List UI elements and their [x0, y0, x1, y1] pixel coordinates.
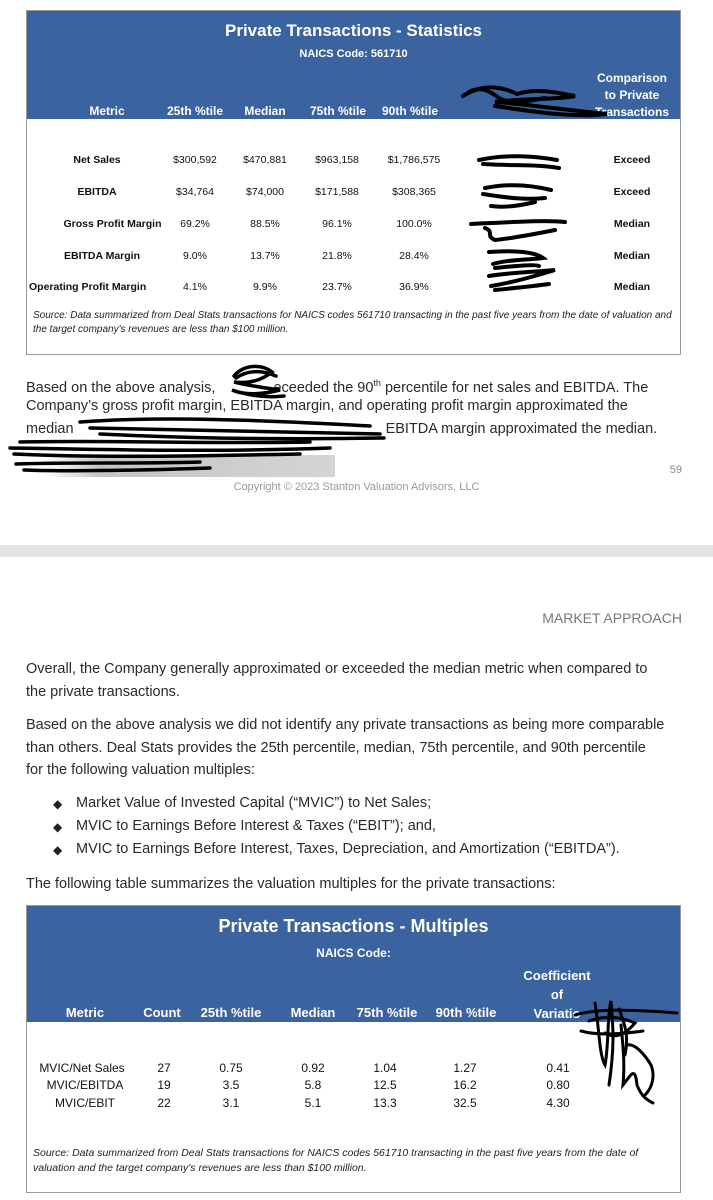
stats-table-title: Private Transactions - Statistics [225, 21, 482, 40]
bullet-item: Market Value of Invested Capital (“MVIC”) to Net Sales; [76, 795, 432, 811]
copyright: Copyright © 2023 Stanton Valuation Advisors, LLC [233, 481, 480, 493]
stats-row: Operating Profit Margin 4.1% 9.9% 23.7% 36.9% Median [29, 281, 651, 293]
multiples-row: MVIC/EBITDA 19 3.5 5.8 12.5 16.2 0.80 [46, 1078, 570, 1092]
stats-row: EBITDA $34,764 $74,000 $171,588 $308,365 Exceed [77, 186, 651, 198]
stats-table-header [27, 11, 680, 119]
stats-col-p75: 75th %tile [309, 104, 366, 118]
multiples-col-median: Median [290, 1005, 336, 1020]
multiples-table-source: Source: Data summarized from Deal Stats transactions for NAICS codes 561710 transacting in the past five years from the date of valuation and the target company's revenues are less than $100 million. [33, 1147, 639, 1174]
stats-col-p25: 25th %tile [166, 104, 223, 118]
bullet-item: MVIC to Earnings Before Interest, Taxes, Depreciation, and Amortization (“EBITDA”). [76, 841, 620, 857]
stats-table-source: Source: Data summarized from Deal Stats transactions for NAICS codes 561710 transacting in the past five years from the date of valuation and the target company's revenues are less than $100 million. [33, 310, 672, 335]
multiples-col-cov: Coefficient of Variatio [523, 968, 591, 1021]
body-paragraph-1: Overall, the Company generally approximated or exceeded the median metric when compared to the private transactions. [26, 661, 648, 700]
bullet-icon: ◆ [53, 820, 63, 834]
multiples-col-p90: 90th %tile [435, 1005, 497, 1020]
multiples-table-header [27, 906, 680, 1022]
multiples-col-metric: Metric [65, 1005, 105, 1020]
stats-col-median: Median [244, 104, 286, 118]
bullet-icon: ◆ [53, 843, 63, 857]
multiples-col-p75: 75th %tile [356, 1005, 418, 1020]
analysis-line-1: Based on the above analysis, eceeded the 90th percentile for net sales and EBITDA. The [26, 378, 649, 396]
analysis-line-2: Company’s gross profit margin, EBITDA margin, and operating profit margin approximated the [26, 398, 628, 414]
multiples-row: MVIC/Net Sales 27 0.75 0.92 1.04 1.27 0.41 [39, 1061, 570, 1075]
stats-col-metric: Metric [89, 104, 125, 118]
stats-col-comparison: Comparison to Private Transactions [594, 71, 670, 119]
multiples-table-title: Private Transactions - Multiples [218, 916, 489, 936]
page-break [0, 545, 713, 557]
bullet-icon: ◆ [53, 797, 63, 811]
body-paragraph-2: Based on the above analysis we did not identify any private transactions as being more comparable than others. Deal Stats provides the 25th percentile, median, 75th percentile, and 90th percentile for the following valuation multiples: [26, 717, 665, 778]
stats-row: EBITDA Margin 9.0% 13.7% 21.8% 28.4% Median [63, 250, 651, 262]
stats-row: Gross Profit Margin 69.2% 88.5% 96.1% 100.0% Median [63, 218, 651, 230]
stats-table-naics: NAICS Code: 561710 [299, 48, 408, 60]
analysis-line-3: median EBITDA margin approximated the median. [26, 421, 658, 437]
multiples-table-naics: NAICS Code: [316, 946, 391, 960]
stats-col-p90: 90th %tile [381, 104, 438, 118]
stats-row: Net Sales $300,592 $470,881 $963,158 $1,786,575 Exceed [73, 154, 651, 166]
body-paragraph-3: The following table summarizes the valuation multiples for the private transactions: [26, 876, 556, 892]
bullet-item: MVIC to Earnings Before Interest & Taxes (“EBIT”); and, [76, 818, 436, 834]
multiples-col-count: Count [143, 1005, 181, 1020]
section-header: MARKET APPROACH [542, 610, 682, 626]
multiples-row: MVIC/EBIT 22 3.1 5.1 13.3 32.5 4.30 [54, 1096, 570, 1110]
page-number: 59 [669, 464, 682, 476]
multiples-col-p25: 25th %tile [200, 1005, 262, 1020]
